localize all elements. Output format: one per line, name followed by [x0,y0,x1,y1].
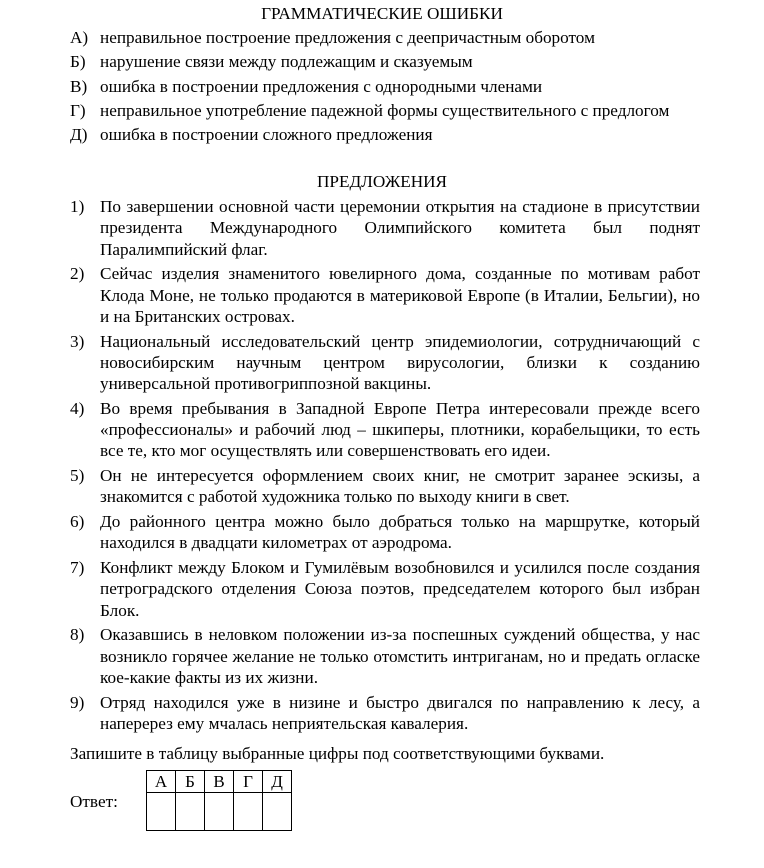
sentence-number: 8) [70,625,85,645]
error-letter: А) [70,28,89,47]
list-item [70,692,700,735]
error-letter: Д) [70,125,88,145]
list-item [70,124,700,145]
answer-cell-b[interactable] [176,793,205,831]
answer-header-row [147,771,292,793]
grammar-errors-list [70,27,700,148]
sentences-list [70,196,700,738]
sentence-text: Национальный исследовательский центр эпидемиологии, сотрудничающий с новосибирским научным центром вирусологии, близки к созданию универсальной противогриппозной вакцины. [100,331,700,394]
answer-input-row [147,793,292,831]
list-item [70,557,700,621]
list-item [70,511,700,554]
list-item [70,624,700,688]
error-text: ошибка в построении сложного предложения [100,125,433,145]
sentence-number: 5) [70,466,85,486]
error-text: неправильное построение предложения с деепричастным оборотом [100,28,595,47]
list-item [70,27,700,48]
list-item [70,51,700,72]
answer-cell-g[interactable] [234,793,263,831]
list-item [70,196,700,260]
list-item [70,100,700,121]
sentence-number: 4) [70,398,85,418]
answer-letter-g: Г [234,771,263,793]
list-item [70,76,700,97]
sentence-text: До районного центра можно было добраться только на маршрутке, который находился в двадцати километрах от аэродрома. [100,512,700,553]
sentence-text: Во время пребывания в Западной Европе Петра интересовали прежде всего «профессионалы» и рабочий люд – шкиперы, плотники, корабельщики, то есть все те, кто мог осуществлять или совершенствовать его идеи. [100,398,700,461]
answer-cell-v[interactable] [205,793,234,831]
list-item [70,398,700,462]
sentence-number: 6) [70,512,85,532]
answer-letter-a: А [147,771,176,793]
answer-letter-v: В [205,771,234,793]
sentence-text: По завершении основной части церемонии открытия на стадионе в присутствии президента Международного Олимпийского комитета был поднят Паралимпийский флаг. [100,197,700,259]
sentence-number: 9) [70,692,85,712]
sentence-text: Отряд находился уже в низине и быстро двигался по направлению к лесу, а наперерез ему мчалась неприятельская кавалерия. [100,692,700,733]
error-text: ошибка в построении предложения с однородными членами [100,76,543,96]
sentence-number: 2) [70,264,85,284]
grammar-errors-title: ГРАММАТИЧЕСКИЕ ОШИБКИ [261,4,503,23]
error-text: неправильное употребление падежной формы существительного с предлогом [100,100,670,120]
sentence-text: Конфликт между Блоком и Гумилёвым возобновился и усилился после создания петроградского отделения Союза поэтов, председателем которого был избран Блок. [100,558,700,620]
list-item [70,263,700,327]
list-item [70,465,700,508]
answer-cell-a[interactable] [147,793,176,831]
sentence-number: 1) [70,197,85,216]
list-item [70,331,700,395]
instruction-text: Запишите в таблицу выбранные цифры под соответствующими буквами. [70,744,605,763]
error-letter: Г) [70,100,86,120]
sentence-text: Оказавшись в неловком положении из-за поспешных суждений общества, у нас возникло горячее желание не только отомстить интриганам, но и предать огласке кое-какие факты из их жизни. [100,625,700,687]
answer-letter-d: Д [263,771,292,793]
error-letter: Б) [70,52,86,72]
sentences-title: ПРЕДЛОЖЕНИЯ [316,172,448,191]
sentence-number: 3) [70,331,85,351]
error-text: нарушение связи между подлежащим и сказуемым [100,52,473,72]
sentence-text: Он не интересуется оформлением своих книг, не смотрит заранее эскизы, а знакомится с работой художника только по выходу книги в свет. [100,466,700,507]
sentence-number: 7) [70,558,85,578]
answer-letter-b: Б [176,771,205,793]
answer-cell-d[interactable] [263,793,292,831]
answer-table [146,770,292,831]
sentence-text: Сейчас изделия знаменитого ювелирного дома, созданные по мотивам работ Клода Моне, не только продаются в материковой Европе (в Италии, Бельгии), но и на Британских островах. [100,264,700,326]
answer-label: Ответ: [70,792,118,811]
error-letter: В) [70,76,88,96]
